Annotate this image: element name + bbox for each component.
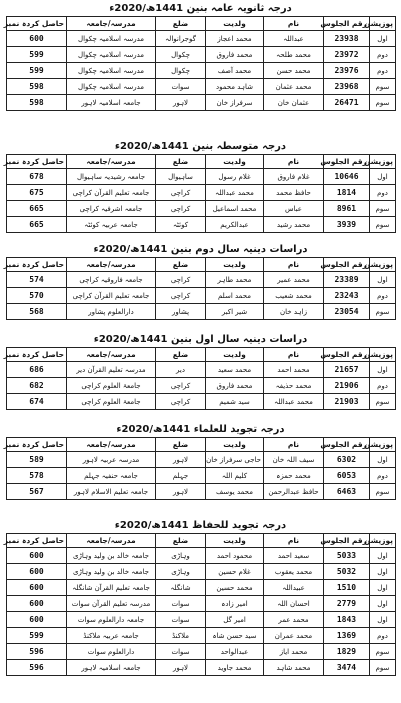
marks-cell: 578 (7, 468, 67, 484)
institution-cell: مدرسہ تعلیم القرآن سوات (67, 596, 156, 612)
district-cell: وہاڑی (156, 564, 206, 580)
district-cell: لاہور (156, 95, 206, 111)
name-cell: عبیداللہ (264, 580, 324, 596)
roll-number-cell: 1369 (324, 628, 370, 644)
institution-cell: مدرسہ اسلامیہ چکوال (67, 47, 156, 63)
district-cell: کراچی (156, 272, 206, 288)
institution-cell: جامعہ فاروقیہ کراچی (67, 272, 156, 288)
district-cell: پشاور (156, 304, 206, 320)
father-name-cell: عبدالواحد (206, 644, 264, 660)
column-header-roll: رقم الجلوس (324, 348, 370, 362)
district-cell: کراچی (156, 185, 206, 201)
marks-cell: 678 (7, 169, 67, 185)
name-cell: محمد حذیفہ (264, 378, 324, 394)
marks-cell: 600 (7, 580, 67, 596)
institution-cell: جامعہ رشیدیہ ساہیوال (67, 169, 156, 185)
table-row (7, 79, 396, 95)
institution-cell: دارالعلوم پشاور (67, 304, 156, 320)
position-cell: دوم (370, 47, 396, 63)
table-row (7, 378, 396, 394)
column-header-marks: حاصل کردہ نمبر (7, 258, 67, 272)
father-name-cell: سید شمیم (206, 394, 264, 410)
institution-cell: جامعہ تعلیم القرآن کراچی (67, 185, 156, 201)
table-row (7, 564, 396, 580)
district-cell: لاہور (156, 484, 206, 500)
table-header-row (7, 348, 396, 362)
institution-cell: جامعہ تعلیم القرآن شانگلہ (67, 580, 156, 596)
marks-cell: 570 (7, 288, 67, 304)
roll-number-cell: 23972 (324, 47, 370, 63)
column-header-position: پوزیشن (370, 348, 396, 362)
position-cell: سوم (370, 660, 396, 676)
district-cell: ساہیوال (156, 169, 206, 185)
name-cell: غلام فاروق (264, 169, 324, 185)
column-header-father: ولدیت (206, 17, 264, 31)
name-cell: محمد رشید (264, 217, 324, 233)
table-row (7, 201, 396, 217)
results-table (3, 437, 396, 500)
table-row (7, 596, 396, 612)
column-header-father: ولدیت (206, 534, 264, 548)
table-header-row (7, 155, 396, 169)
marks-cell: 598 (7, 79, 67, 95)
column-header-position: پوزیشن (370, 258, 396, 272)
name-cell: محمد شاہد (264, 660, 324, 676)
name-cell: محمد عبداللہ (264, 394, 324, 410)
column-header-marks: حاصل کردہ نمبر (7, 438, 67, 452)
name-cell: سعید احمد (264, 548, 324, 564)
column-header-district: ضلع (156, 438, 206, 452)
marks-cell: 600 (7, 612, 67, 628)
institution-cell: مدرسہ تعلیم القرآن دیر (67, 362, 156, 378)
position-cell: اول (370, 272, 396, 288)
table-row (7, 628, 396, 644)
marks-cell: 596 (7, 660, 67, 676)
institution-cell: جامعہ تعلیم القرآن کراچی (67, 288, 156, 304)
table-row (7, 31, 396, 47)
position-cell: سوم (370, 217, 396, 233)
father-name-cell: محمد حسین (206, 580, 264, 596)
father-name-cell: امیر زادہ (206, 596, 264, 612)
roll-number-cell: 21903 (324, 394, 370, 410)
table-row (7, 304, 396, 320)
father-name-cell: محمد فاروق (206, 378, 264, 394)
name-cell: حافظ عبدالرحمن (264, 484, 324, 500)
table-row (7, 217, 396, 233)
table-row (7, 644, 396, 660)
institution-cell: جامعہ دارالعلوم سوات (67, 612, 156, 628)
roll-number-cell: 23054 (324, 304, 370, 320)
position-cell: اول (370, 596, 396, 612)
results-table (3, 257, 396, 320)
father-name-cell: کلیم اللہ (206, 468, 264, 484)
institution-cell: جامعہ اسلامیہ لاہور (67, 95, 156, 111)
roll-number-cell: 5032 (324, 564, 370, 580)
father-name-cell: محمد جاوید (206, 660, 264, 676)
district-cell: چکوال (156, 63, 206, 79)
father-name-cell: محمد اسماعیل (206, 201, 264, 217)
column-header-district: ضلع (156, 17, 206, 31)
name-cell: عبداللہ (264, 31, 324, 47)
position-cell: دوم (370, 288, 396, 304)
marks-cell: 665 (7, 217, 67, 233)
column-header-roll: رقم الجلوس (324, 258, 370, 272)
section-title: دراسات دینیہ سال اول بنین 1441ھ/2020ء (93, 334, 308, 345)
column-header-position: پوزیشن (370, 534, 396, 548)
institution-cell: جامعۃ العلوم کراچی (67, 394, 156, 410)
table-row (7, 288, 396, 304)
table-row (7, 95, 396, 111)
position-cell: دوم (370, 628, 396, 644)
marks-cell: 599 (7, 628, 67, 644)
institution-cell: مدرسہ عربیہ لاہور (67, 452, 156, 468)
position-cell: سوم (370, 304, 396, 320)
result-section (3, 140, 395, 233)
roll-number-cell: 1843 (324, 612, 370, 628)
institution-cell: جامعہ خالد بن ولید وہاڑی (67, 564, 156, 580)
position-cell: اول (370, 580, 396, 596)
column-header-marks: حاصل کردہ نمبر (7, 17, 67, 31)
position-cell: سوم (370, 79, 396, 95)
father-name-cell: محمد آصف (206, 63, 264, 79)
district-cell: کوئٹہ (156, 217, 206, 233)
column-header-father: ولدیت (206, 155, 264, 169)
table-row (7, 580, 396, 596)
position-cell: اول (370, 548, 396, 564)
institution-cell: جامعہ عربیہ ملاکنڈ (67, 628, 156, 644)
column-header-district: ضلع (156, 258, 206, 272)
institution-cell: دارالعلوم سوات (67, 644, 156, 660)
marks-cell: 600 (7, 564, 67, 580)
marks-cell: 682 (7, 378, 67, 394)
table-row (7, 484, 396, 500)
name-cell: محمد عثمان (264, 79, 324, 95)
name-cell: محمد حمزہ (264, 468, 324, 484)
marks-cell: 598 (7, 95, 67, 111)
district-cell: چکوال (156, 47, 206, 63)
name-cell: محمد احمد (264, 362, 324, 378)
father-name-cell: محمد اسلم (206, 288, 264, 304)
district-cell: شانگلہ (156, 580, 206, 596)
father-name-cell: سرفراز خان (206, 95, 264, 111)
results-table (3, 154, 396, 233)
roll-number-cell: 3474 (324, 660, 370, 676)
column-header-district: ضلع (156, 534, 206, 548)
roll-number-cell: 6463 (324, 484, 370, 500)
marks-cell: 599 (7, 63, 67, 79)
table-row (7, 63, 396, 79)
marks-cell: 600 (7, 596, 67, 612)
father-name-cell: محمد اعجاز (206, 31, 264, 47)
father-name-cell: محمد طاہر (206, 272, 264, 288)
institution-cell: مدرسہ اسلامیہ چکوال (67, 63, 156, 79)
position-cell: اول (370, 564, 396, 580)
marks-cell: 596 (7, 644, 67, 660)
column-header-name: نام (264, 348, 324, 362)
district-cell: لاہور (156, 660, 206, 676)
name-cell: محمد شعیب (264, 288, 324, 304)
institution-cell: جامعہ حنفیہ جہلم (67, 468, 156, 484)
roll-number-cell: 2779 (324, 596, 370, 612)
result-section (3, 333, 395, 410)
roll-number-cell: 5033 (324, 548, 370, 564)
father-name-cell: محمود احمد (206, 548, 264, 564)
district-cell: دیر (156, 362, 206, 378)
position-cell: اول (370, 612, 396, 628)
father-name-cell: شاہد محمود (206, 79, 264, 95)
position-cell: اول (370, 169, 396, 185)
position-cell: سوم (370, 95, 396, 111)
district-cell: سوات (156, 644, 206, 660)
name-cell: احسان اللہ (264, 596, 324, 612)
father-name-cell: امیر گل (206, 612, 264, 628)
name-cell: محمد طلحہ (264, 47, 324, 63)
district-cell: لاہور (156, 452, 206, 468)
column-header-name: نام (264, 438, 324, 452)
district-cell: جہلم (156, 468, 206, 484)
table-row (7, 185, 396, 201)
column-header-name: نام (264, 155, 324, 169)
table-row (7, 272, 396, 288)
section-title: درجہ متوسطہ بنین 1441ھ/2020ء (114, 141, 287, 152)
results-table (3, 16, 396, 111)
column-header-roll: رقم الجلوس (324, 17, 370, 31)
name-cell: محمد حسن (264, 63, 324, 79)
table-header-row (7, 258, 396, 272)
father-name-cell: محمد فاروق (206, 47, 264, 63)
position-cell: اول (370, 362, 396, 378)
column-header-institution: مدرسہ/جامعہ (67, 258, 156, 272)
marks-cell: 600 (7, 31, 67, 47)
table-row (7, 47, 396, 63)
position-cell: سوم (370, 644, 396, 660)
roll-number-cell: 23976 (324, 63, 370, 79)
column-header-district: ضلع (156, 348, 206, 362)
section-title: درجہ ثانویہ عامہ بنین 1441ھ/2020ء (109, 3, 292, 14)
district-cell: گوجرانوالہ (156, 31, 206, 47)
district-cell: کراچی (156, 201, 206, 217)
father-name-cell: عبدالکریم (206, 217, 264, 233)
roll-number-cell: 21906 (324, 378, 370, 394)
roll-number-cell: 23938 (324, 31, 370, 47)
roll-number-cell: 1829 (324, 644, 370, 660)
column-header-institution: مدرسہ/جامعہ (67, 155, 156, 169)
district-cell: وہاڑی (156, 548, 206, 564)
marks-cell: 686 (7, 362, 67, 378)
roll-number-cell: 26471 (324, 95, 370, 111)
father-name-cell: محمد سعید (206, 362, 264, 378)
column-header-district: ضلع (156, 155, 206, 169)
result-section (3, 423, 395, 500)
position-cell: دوم (370, 185, 396, 201)
roll-number-cell: 1814 (324, 185, 370, 201)
marks-cell: 599 (7, 47, 67, 63)
column-header-institution: مدرسہ/جامعہ (67, 17, 156, 31)
institution-cell: مدرسہ اسلامیہ چکوال (67, 31, 156, 47)
name-cell: محمد عمران (264, 628, 324, 644)
institution-cell: جامعہ اشرفیہ کراچی (67, 201, 156, 217)
roll-number-cell: 8961 (324, 201, 370, 217)
name-cell: محمد ایاز (264, 644, 324, 660)
column-header-name: نام (264, 258, 324, 272)
column-header-position: پوزیشن (370, 17, 396, 31)
roll-number-cell: 6053 (324, 468, 370, 484)
results-table (3, 533, 396, 676)
result-section (3, 243, 395, 320)
district-cell: کراچی (156, 378, 206, 394)
father-name-cell: غلام حسین (206, 564, 264, 580)
column-header-roll: رقم الجلوس (324, 155, 370, 169)
column-header-position: پوزیشن (370, 438, 396, 452)
institution-cell: جامعہ عربیہ کوئٹہ (67, 217, 156, 233)
table-header-row (7, 534, 396, 548)
column-header-roll: رقم الجلوس (324, 534, 370, 548)
result-section (3, 519, 395, 676)
roll-number-cell: 23389 (324, 272, 370, 288)
table-row (7, 362, 396, 378)
table-row (7, 169, 396, 185)
column-header-institution: مدرسہ/جامعہ (67, 438, 156, 452)
roll-number-cell: 23968 (324, 79, 370, 95)
position-cell: سوم (370, 484, 396, 500)
father-name-cell: غلام رسول (206, 169, 264, 185)
name-cell: محمد یعقوب (264, 564, 324, 580)
name-cell: عثمان خان (264, 95, 324, 111)
roll-number-cell: 23243 (324, 288, 370, 304)
position-cell: دوم (370, 468, 396, 484)
position-cell: اول (370, 31, 396, 47)
marks-cell: 675 (7, 185, 67, 201)
column-header-father: ولدیت (206, 258, 264, 272)
marks-cell: 665 (7, 201, 67, 217)
name-cell: عباس (264, 201, 324, 217)
institution-cell: جامعہ تعلیم الاسلام لاہور (67, 484, 156, 500)
column-header-roll: رقم الجلوس (324, 438, 370, 452)
roll-number-cell: 10646 (324, 169, 370, 185)
district-cell: سوات (156, 596, 206, 612)
position-cell: سوم (370, 394, 396, 410)
column-header-institution: مدرسہ/جامعہ (67, 348, 156, 362)
column-header-marks: حاصل کردہ نمبر (7, 534, 67, 548)
position-cell: سوم (370, 201, 396, 217)
district-cell: کراچی (156, 288, 206, 304)
name-cell: سیف اللہ خان (264, 452, 324, 468)
district-cell: کراچی (156, 394, 206, 410)
column-header-father: ولدیت (206, 348, 264, 362)
father-name-cell: محمد یوسف (206, 484, 264, 500)
results-table (3, 347, 396, 410)
position-cell: دوم (370, 378, 396, 394)
name-cell: زاہد خان (264, 304, 324, 320)
table-row (7, 468, 396, 484)
marks-cell: 674 (7, 394, 67, 410)
roll-number-cell: 1510 (324, 580, 370, 596)
position-cell: اول (370, 452, 396, 468)
column-header-position: پوزیشن (370, 155, 396, 169)
roll-number-cell: 21657 (324, 362, 370, 378)
marks-cell: 600 (7, 548, 67, 564)
marks-cell: 589 (7, 452, 67, 468)
name-cell: حافظ محمد (264, 185, 324, 201)
marks-cell: 574 (7, 272, 67, 288)
name-cell: محمد عمر (264, 612, 324, 628)
result-section (3, 2, 395, 111)
father-name-cell: سید حسن شاہ (206, 628, 264, 644)
table-row (7, 612, 396, 628)
column-header-name: نام (264, 17, 324, 31)
district-cell: سوات (156, 612, 206, 628)
father-name-cell: حاجی سرفراز خان (206, 452, 264, 468)
institution-cell: جامعۃ العلوم کراچی (67, 378, 156, 394)
section-title: درجہ تجوید للعلماء 1441ھ/2020ء (116, 424, 285, 435)
district-cell: ملاکنڈ (156, 628, 206, 644)
table-header-row (7, 17, 396, 31)
column-header-marks: حاصل کردہ نمبر (7, 155, 67, 169)
section-title: دراسات دینیہ سال دوم بنین 1441ھ/2020ء (93, 244, 308, 255)
column-header-marks: حاصل کردہ نمبر (7, 348, 67, 362)
marks-cell: 568 (7, 304, 67, 320)
roll-number-cell: 3939 (324, 217, 370, 233)
table-header-row (7, 438, 396, 452)
father-name-cell: محمد عبداللہ (206, 185, 264, 201)
name-cell: محمد عمیر (264, 272, 324, 288)
table-row (7, 452, 396, 468)
table-row (7, 394, 396, 410)
institution-cell: مدرسہ اسلامیہ چکوال (67, 79, 156, 95)
marks-cell: 567 (7, 484, 67, 500)
position-cell: دوم (370, 63, 396, 79)
district-cell: سوات (156, 79, 206, 95)
institution-cell: جامعہ خالد بن ولید وہاڑی (67, 548, 156, 564)
section-title: درجہ تجوید للحفاظ 1441ھ/2020ء (114, 520, 287, 531)
column-header-institution: مدرسہ/جامعہ (67, 534, 156, 548)
roll-number-cell: 6302 (324, 452, 370, 468)
column-header-father: ولدیت (206, 438, 264, 452)
table-row (7, 660, 396, 676)
father-name-cell: شیر اکبر (206, 304, 264, 320)
table-row (7, 548, 396, 564)
column-header-name: نام (264, 534, 324, 548)
institution-cell: جامعہ اسلامیہ لاہور (67, 660, 156, 676)
